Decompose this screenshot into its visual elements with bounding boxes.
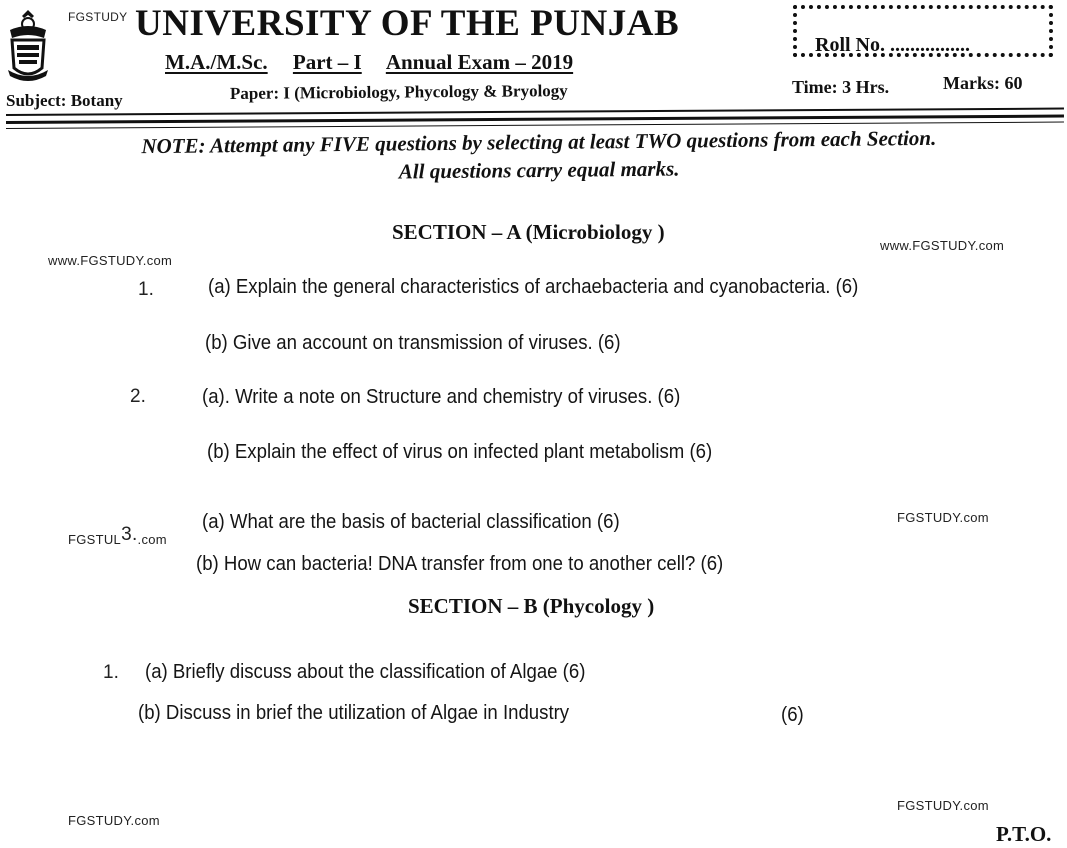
watermark-left-middle: FGSTUL3..com <box>68 524 167 547</box>
instructions-note <box>64 123 1015 190</box>
question-b1b-marks: (6) <box>781 704 804 726</box>
question-number: 3. <box>121 524 138 545</box>
watermark-top-left: FGSTUDY <box>68 10 128 24</box>
question-3a: (a) What are the basis of bacterial classification (6) <box>202 511 620 533</box>
question-b1b: (b) Discuss in brief the utilization of Algae in Industry <box>138 702 570 724</box>
question-b1a: (a) Briefly discuss about the classification of Algae (6) <box>145 661 586 683</box>
watermark-right-upper: www.FGSTUDY.com <box>880 238 1005 253</box>
question-number: 2. <box>130 386 146 407</box>
subject-label: Subject: Botany <box>6 91 123 110</box>
watermark-bottom-left: FGSTUDY.com <box>68 813 160 828</box>
question-3b: (b) How can bacteria! DNA transfer from one to another cell? (6) <box>196 553 724 575</box>
part-label: Part – I <box>292 50 362 74</box>
paper-label: Paper: I (Microbiology, Phycology & Bryology <box>229 81 568 103</box>
exam-label: Annual Exam – 2019 <box>385 50 574 74</box>
question-2b: (b) Explain the effect of virus on infected plant metabolism (6) <box>207 441 713 463</box>
university-title: UNIVERSITY OF THE PUNJAB <box>135 3 680 44</box>
degree-label: M.A./M.Sc. <box>165 50 268 74</box>
question-number: 1. <box>138 279 154 300</box>
question-1a: (a) Explain the general characteristics of archaebacteria and cyanobacteria. (6) <box>208 276 859 298</box>
roll-number-label: Roll No. ................ <box>815 34 970 56</box>
section-a-title: SECTION – A (Microbiology ) <box>392 220 665 244</box>
question-1b: (b) Give an account on transmission of viruses. (6) <box>205 332 621 354</box>
crest-icon <box>6 8 50 84</box>
section-b-title: SECTION – B (Phycology ) <box>408 594 655 618</box>
pto-label: P.T.O. <box>996 822 1052 846</box>
watermark-bottom-right: FGSTUDY.com <box>897 798 989 813</box>
question-2a: (a). Write a note on Structure and chemistry of viruses. (6) <box>202 386 681 408</box>
university-crest-logo <box>6 8 50 84</box>
watermark-left-upper: www.FGSTUDY.com <box>48 253 173 268</box>
exam-line <box>165 50 593 75</box>
marks-label: Marks: 60 <box>943 73 1023 93</box>
question-number: 1. <box>103 662 119 683</box>
note-line-2: All questions carry equal marks. <box>398 156 680 184</box>
time-label: Time: 3 Hrs. <box>792 77 890 97</box>
watermark-right-middle: FGSTUDY.com <box>897 510 989 525</box>
note-line-1: NOTE: Attempt any FIVE questions by selecting at least TWO questions from each Section. <box>141 125 937 159</box>
